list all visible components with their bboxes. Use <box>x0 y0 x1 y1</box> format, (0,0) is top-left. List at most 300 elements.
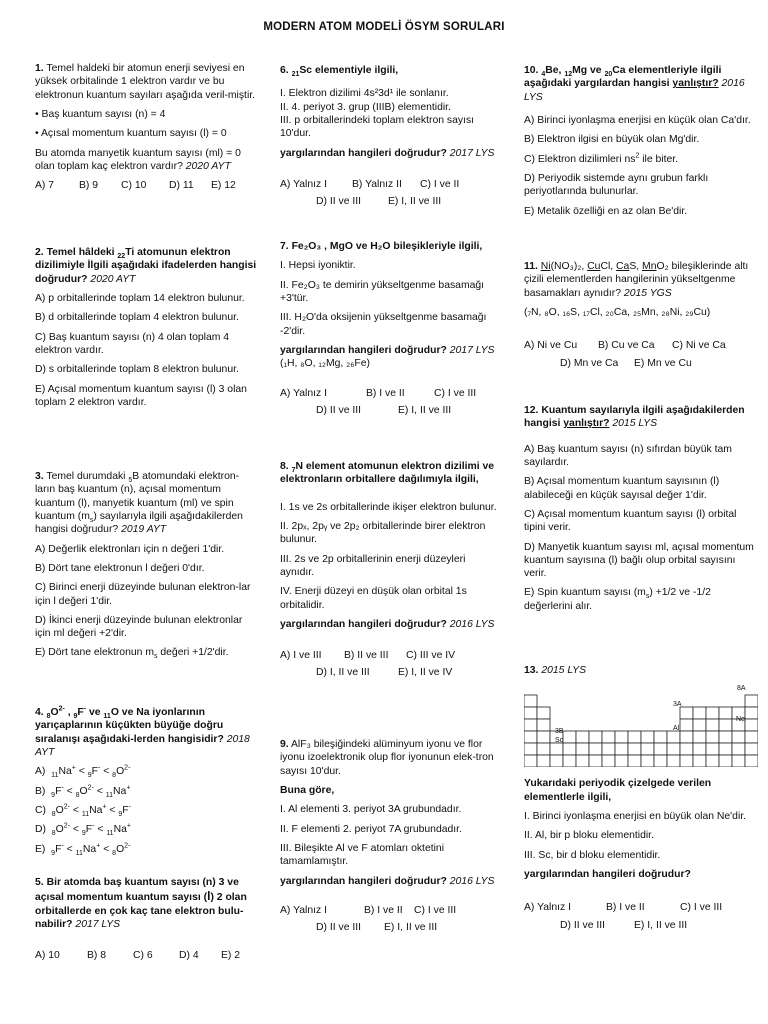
statement-1: I. Elektron dizilimi 4s²3d¹ ile sonlanır. <box>280 88 449 100</box>
option-b[interactable]: B) Elektron ilgisi en büyük olan Mg'dir. <box>524 134 700 146</box>
z: 8 <box>112 849 117 857</box>
question-1 <box>35 62 257 193</box>
periodic-table-cell <box>719 743 732 755</box>
source-tag: 2020 AYT <box>90 273 136 285</box>
option-c[interactable] <box>35 804 257 817</box>
text: Cl, <box>600 261 614 272</box>
option-a[interactable]: A) I ve III <box>280 650 322 662</box>
z: 9 <box>51 849 56 857</box>
question-number: 13. <box>524 665 539 676</box>
option-e[interactable]: E) Açısal momentum kuantum sayısı (l) 3 olan toplam 2 elektron vardır. <box>35 383 247 408</box>
question-stem-c: ) sayılarıyla ilgili aşağıdakilerden hangisi doğrudur? <box>35 510 243 536</box>
comma: , <box>67 707 71 718</box>
ion: Na <box>58 766 72 778</box>
periodic-table-cell <box>745 719 758 731</box>
charge: + <box>102 803 107 811</box>
charge: - <box>128 803 131 811</box>
ion: F <box>85 824 93 836</box>
periodic-table-cell <box>745 707 758 719</box>
periodic-table-cell <box>693 743 706 755</box>
ion: O <box>116 843 125 855</box>
option-d[interactable]: D) Manyetik kuantum sayısı ml, açısal momentum kuantum sayısına (l) bağlı olup orbital sayısını verir. <box>524 541 754 580</box>
option-e[interactable]: E) 12 <box>211 180 236 192</box>
periodic-table-cell <box>745 755 758 767</box>
z: 8 <box>51 830 56 838</box>
statement-2: II. F elementi 2. periyot 7A grubundadır. <box>280 823 462 835</box>
answer-options-row-2 <box>524 357 754 370</box>
option-a[interactable]: A) Yalnız I <box>280 904 327 916</box>
source-tag: 2017 LYS <box>75 918 121 930</box>
subscript: s <box>645 593 650 601</box>
underlined-mn: Mn <box>642 261 657 272</box>
periodic-table-cell <box>628 743 641 755</box>
answer-options <box>35 179 257 192</box>
option-e[interactable]: E) I, II ve III <box>384 922 438 934</box>
question-number: 12. <box>524 405 539 416</box>
option-a[interactable]: A) p orbitallerinde toplam 14 elektron bulunur. <box>35 292 245 304</box>
periodic-table-cell <box>563 731 576 743</box>
periodic-table-cell <box>589 743 602 755</box>
question-11 <box>524 260 754 370</box>
periodic-table-cell <box>563 755 576 767</box>
option-d[interactable]: D) II ve III <box>316 196 362 208</box>
option-a[interactable] <box>35 765 257 778</box>
answer-options-row-2 <box>524 919 754 932</box>
question-13 <box>524 664 754 932</box>
answer-options-row-2 <box>280 195 502 208</box>
source-tag: 2018 AYT <box>35 733 250 758</box>
periodic-table-cell <box>537 719 550 731</box>
periodic-table-cell <box>524 695 537 707</box>
option-c[interactable]: C) Açısal momentum kuantum sayısı (l) orbital tipini verir. <box>524 508 737 534</box>
periodic-table-cell <box>719 707 732 719</box>
group-3a-label: 3A <box>673 701 682 709</box>
answer-options-row-1 <box>280 387 502 400</box>
element-al: Al <box>673 725 680 733</box>
yanlis-word: yanlıştır? <box>672 78 719 90</box>
periodic-table-cell <box>732 743 745 755</box>
statement-2: II. 2pₓ, 2pᵧ ve 2p₂ orbitallerinde birer elektron bulunur. <box>280 520 486 546</box>
question-stem: AlF₃ bileşiğindeki alüminyum iyonu ve flor iyonu izoelektronik olup flor iyonunun elek-tron sayısı 10'dur. <box>280 739 494 777</box>
lt: < <box>78 766 85 778</box>
question-number: 10. <box>524 65 539 76</box>
ion: Na <box>113 785 127 797</box>
question-stem-b: B atomundaki elektron-ların baş kuantum (n), açısal momentum kuantum (l), manyetik kuantum (ml) ve spin kuantum (m <box>35 471 240 522</box>
option-b[interactable]: B) d orbitallerinde toplam 4 elektron bulunur. <box>35 312 239 324</box>
option-label: B) <box>35 785 46 797</box>
atomic-number: 7 <box>291 467 296 475</box>
periodic-table-cell <box>641 743 654 755</box>
statement-3: III. p orbitallerindeki toplam elektron sayısı 10'dur. <box>280 114 475 140</box>
z: 11 <box>105 791 114 799</box>
option-b[interactable]: B) II ve III <box>344 650 389 662</box>
periodic-table-cell <box>602 755 615 767</box>
periodic-table-cell <box>537 731 550 743</box>
periodic-table-cell <box>667 755 680 767</box>
ion: F <box>91 766 98 778</box>
statement-1: I. 1s ve 2s orbitallerinde ikişer elektron bulunur. <box>280 501 497 513</box>
source-tag: 2017 LYS <box>449 344 495 356</box>
periodic-table-cell <box>680 707 693 719</box>
answer-options-row-1 <box>280 178 502 191</box>
periodic-table-cell <box>628 731 641 743</box>
periodic-table-cell <box>732 731 745 743</box>
periodic-table-cell <box>615 743 628 755</box>
option-label: D) <box>35 824 46 836</box>
question-number: 3. <box>35 471 44 482</box>
option-d[interactable]: D) Mn ve Ca <box>560 357 619 369</box>
option-label: C) <box>35 804 46 816</box>
periodic-table-cell <box>680 755 693 767</box>
periodic-table-cell <box>693 731 706 743</box>
question-stem-b: ) 2 olan orbitallerde en çok kaç tane elektron bulu-nabilir? <box>35 892 247 930</box>
option-a[interactable]: A) Ni ve Cu <box>524 340 578 352</box>
periodic-table-cell <box>706 707 719 719</box>
option-c[interactable]: C) I ve II <box>420 178 460 190</box>
periodic-table-cell <box>537 743 550 755</box>
periodic-table-cell <box>693 707 706 719</box>
question-5 <box>35 876 257 963</box>
periodic-table-cell <box>706 719 719 731</box>
periodic-table-cell <box>680 743 693 755</box>
question-stem-a: Temel hâldeki <box>46 247 115 258</box>
charge: 2- <box>63 822 70 830</box>
atomic-numbers: (₇N, ₈O, ₁₆S, ₁₇Cl, ₂₀Ca, ₂₅Mn, ₂₈Ni, ₂₉Cu) <box>524 306 711 318</box>
question-head: N element atomunun elektron dizilimi ve elektronların orbitallere dağılımıyla ilgili, <box>280 461 495 486</box>
ion: O <box>116 766 125 778</box>
periodic-table-cell <box>706 731 719 743</box>
periodic-table-cell <box>745 695 758 707</box>
superscript: 2 <box>635 152 640 160</box>
option-a[interactable]: A) 7 <box>35 180 55 192</box>
periodic-table-cell <box>602 743 615 755</box>
periodic-table-cell <box>706 755 719 767</box>
periodic-table-cell <box>576 755 589 767</box>
answer-options-row-1 <box>280 649 502 662</box>
periodic-table-cell <box>550 743 563 755</box>
head-c: Ca elementleriyle ilgili aşağıdaki yargılardan hangisi <box>524 65 722 90</box>
question-8 <box>280 460 502 680</box>
question-stem-a: Temel durumdaki <box>46 471 126 482</box>
option-e[interactable] <box>35 843 257 856</box>
periodic-table-cell <box>576 743 589 755</box>
lt: < <box>66 843 73 855</box>
option-c[interactable]: C) I ve III <box>434 387 477 399</box>
charge: + <box>126 784 131 792</box>
option-c[interactable]: C) Ni ve Ca <box>672 340 726 352</box>
z-na: 11 <box>103 713 111 721</box>
periodic-table-cell <box>550 755 563 767</box>
option-d[interactable] <box>35 823 257 836</box>
option-b[interactable]: B) I ve II <box>366 387 405 399</box>
atomic-number: 21 <box>291 71 300 79</box>
periodic-table-cell <box>719 731 732 743</box>
question-number: 7. <box>280 241 289 252</box>
periodic-table-svg <box>524 683 758 767</box>
question-head: Kuantum sayılarıyla ilgili aşağıdakilerden hangisi <box>524 405 745 430</box>
option-c-text-b: ile biter. <box>639 153 679 165</box>
source-tag: 2017 LYS <box>449 147 495 159</box>
ion: Na <box>89 804 103 816</box>
option-a[interactable]: A) Yalnız I <box>280 387 327 399</box>
periodic-table-figure <box>524 683 758 767</box>
text: S, <box>629 261 640 272</box>
periodic-table-cell <box>641 755 654 767</box>
option-a[interactable]: A) Birinci iyonlaşma enerjisi en küçük olan Ca'dır. <box>524 114 751 126</box>
option-d[interactable]: D) İkinci enerji düzeyinde bulunan elektronlar için ml değeri +2'dir. <box>35 614 243 640</box>
option-label: E) <box>35 843 46 855</box>
charge: - <box>92 822 95 830</box>
option-b[interactable]: B) Dört tane elektronun l değeri 0'dır. <box>35 562 205 574</box>
element-sc: Sc <box>555 737 564 745</box>
periodic-table-cell <box>615 755 628 767</box>
statement-2: II. Al, bir p bloku elementidir. <box>524 830 654 842</box>
periodic-table-cell <box>654 743 667 755</box>
option-e[interactable]: E) 2 <box>221 950 241 962</box>
ion: O <box>55 804 64 816</box>
statement-2: II. 4. periyot 3. grup (IIIB) elementidir. <box>280 101 451 113</box>
atomic-numbers: (₁H, ₈O, ₁₂Mg, ₂₆Fe) <box>280 358 370 370</box>
source-tag: 2015 LYS <box>541 665 587 676</box>
question-10 <box>524 64 754 224</box>
answer-options <box>35 949 257 962</box>
text: (NO₃)₂, <box>550 261 585 272</box>
statement-1: I. Hepsi iyoniktir. <box>280 260 356 272</box>
option-c[interactable]: C) Birinci enerji düzeyinde bulunan elektron-lar için l değeri 1'dir. <box>35 582 251 607</box>
source-tag: 2019 AYT <box>121 524 167 536</box>
periodic-table-cell <box>706 743 719 755</box>
question-stem-a: Bir atomda baş kuantum sayısı (n) 3 ve açısal momentum kuantum sayısı ( <box>35 877 239 904</box>
lt: < <box>72 804 79 816</box>
option-e[interactable] <box>35 646 257 659</box>
option-d[interactable]: D) 4 <box>179 950 199 962</box>
periodic-table-cell <box>654 755 667 767</box>
periodic-table-cell <box>693 755 706 767</box>
question-3 <box>35 470 257 666</box>
lt: < <box>97 824 104 836</box>
source-tag: 2016 LYS <box>524 78 745 103</box>
source-tag: 2016 LYS <box>449 618 495 630</box>
option-b[interactable]: B) 9 <box>79 180 99 192</box>
periodic-table-cell <box>654 731 667 743</box>
periodic-table-cell <box>641 731 654 743</box>
answer-options-row-2 <box>280 921 502 934</box>
source-tag: 2015 LYS <box>612 418 658 430</box>
periodic-table-cell <box>524 707 537 719</box>
question-ask: yargılarından hangileri doğrudur? <box>280 344 447 356</box>
statement-1: I. Birinci iyonlaşma enerjisi en büyük olan Ne'dir. <box>524 810 747 822</box>
option-a[interactable]: A) Baş kuantum sayısı (n) sıfırdan büyük tam sayılardır. <box>524 443 732 468</box>
yanlis-word: yanlıştır? <box>563 418 610 430</box>
ion: F <box>55 785 62 797</box>
option-b[interactable]: B) Yalnız II <box>352 178 402 190</box>
question-ask: yargılarından hangileri doğrudur? <box>280 875 447 887</box>
option-e[interactable]: E) I, II ve III <box>388 196 442 208</box>
question-head: Fe₂O₃ , MgO ve H₂O bileşikleriyle ilgili, <box>291 241 483 252</box>
lt: < <box>109 804 116 816</box>
source-tag: 2020 AYT <box>185 160 231 172</box>
z-mg: 12 <box>564 71 573 79</box>
z: 11 <box>51 772 59 780</box>
option-c[interactable]: C) Baş kuantum sayısı (n) 4 olan toplam 4 elektron vardır. <box>35 331 230 356</box>
option-e-text-a: E) Spin kuantum sayısı (m <box>524 587 646 599</box>
z: 9 <box>118 810 123 818</box>
question-ask: yargılarından hangileri doğrudur? <box>524 868 691 880</box>
element-ne: Ne <box>736 716 745 724</box>
l-symbol: l <box>207 889 211 904</box>
question-ask: yargılarından hangileri doğrudur? <box>280 147 447 159</box>
statement-1: I. Al elementi 3. periyot 3A grubundadır. <box>280 804 462 816</box>
lt: < <box>96 785 103 797</box>
periodic-table-cell <box>524 743 537 755</box>
question-number: 11. <box>524 261 538 272</box>
option-c[interactable]: C) I ve III <box>680 902 723 914</box>
option-c[interactable]: C) III ve IV <box>406 650 456 662</box>
subscript: s <box>153 653 158 661</box>
question-stem: Temel haldeki bir atomun enerji seviyesi en yüksek orbitalinde 1 elektron vardır ve bu elektronun kuantum sayıları aşağıda veril-miştir. <box>35 63 256 101</box>
option-d[interactable]: D) II ve III <box>316 404 362 416</box>
z: 11 <box>106 830 114 838</box>
conjunction: ve <box>88 707 101 718</box>
question-number: 5. <box>35 877 44 888</box>
z: 8 <box>51 810 56 818</box>
z: 8 <box>75 791 80 799</box>
ion-o: O <box>50 707 59 718</box>
question-12 <box>524 404 754 619</box>
option-e-text-b: ) +1/2 ve -1/2 değerlerini alır. <box>524 587 711 612</box>
periodic-table-cell <box>680 719 693 731</box>
periodic-table-cell <box>524 731 537 743</box>
charge: 2- <box>63 803 70 811</box>
ion: Na <box>113 824 127 836</box>
statement-4: IV. Enerji düzeyi en düşük olan orbital 1s orbitalidir. <box>280 586 467 611</box>
option-e[interactable]: E) I, II ve III <box>634 919 688 931</box>
option-c[interactable]: C) 6 <box>133 950 153 962</box>
answer-options-row-2 <box>280 666 502 679</box>
z: 11 <box>81 810 90 818</box>
charge: - <box>61 842 64 850</box>
periodic-table-cell <box>537 707 550 719</box>
option-a[interactable]: A) 10 <box>35 950 60 962</box>
option-b[interactable]: B) Açısal momentum kuantum sayısının (l) alabileceği en küçük sayısal değer 1'dir. <box>524 476 720 501</box>
page-title: MODERN ATOM MODELİ ÖSYM SORULARI <box>263 21 505 33</box>
question-9 <box>280 738 502 934</box>
bullet-2: • Açısal momentum kuantum sayısı (l) = 0 <box>35 128 227 140</box>
option-e[interactable]: E) Mn ve Cu <box>634 357 692 369</box>
question-4 <box>35 706 257 862</box>
periodic-table-cell <box>537 755 550 767</box>
statement-3: III. H₂O'da oksijenin yükseltgenme basamağı -2'dir. <box>280 312 487 337</box>
answer-options-row-1 <box>524 901 754 914</box>
z: 9 <box>51 791 56 799</box>
charge-o: 2- <box>58 705 65 713</box>
lt: < <box>103 843 110 855</box>
question-ask: Bu atomda manyetik kuantum sayısı (ml) = 0 olan toplam kaç elektron vardır? <box>35 147 241 172</box>
lt: < <box>66 785 73 797</box>
subscript: s <box>89 517 94 525</box>
question-number: 6. <box>280 65 289 76</box>
source-tag: 2015 YGS <box>623 287 672 299</box>
option-d[interactable]: D) I, II ve III <box>316 667 370 679</box>
option-c[interactable]: C) 10 <box>121 180 147 192</box>
question-stem: O₂ bileşiklerinde altı çizili elementlerden hangilerinin yükseltgenme basamakları aynıdır? <box>524 261 749 299</box>
option-a[interactable]: A) Değerlik elektronları için n değeri 1'dir. <box>35 543 225 555</box>
periodic-table-cell <box>693 719 706 731</box>
periodic-table-cell <box>524 719 537 731</box>
periodic-table-cell <box>667 743 680 755</box>
option-b[interactable] <box>35 785 257 798</box>
option-b[interactable]: B) I ve II <box>364 904 403 916</box>
option-c[interactable] <box>524 153 754 166</box>
atomic-number: 22 <box>117 253 126 261</box>
option-label: A) <box>35 766 46 778</box>
underlined-cu: Cu <box>587 261 601 272</box>
periodic-table-cell <box>745 731 758 743</box>
option-e-text-a: E) Dört tane elektronun m <box>35 647 154 659</box>
answer-options-row-2 <box>280 404 502 417</box>
z-be: 4 <box>541 71 546 79</box>
option-e[interactable]: E) I, II ve III <box>398 404 452 416</box>
option-e[interactable] <box>524 586 754 613</box>
z-ca: 20 <box>604 71 613 79</box>
lt: < <box>103 766 110 778</box>
periodic-table-cell <box>745 743 758 755</box>
z: 9 <box>87 772 92 780</box>
option-b[interactable]: B) 8 <box>87 950 107 962</box>
question-head: Yukarıdaki periyodik çizelgede verilen elementlerle ilgili, <box>524 778 712 803</box>
lt: < <box>72 824 79 836</box>
option-d[interactable]: D) Periyodik sistemde aynı grubun farklı periyotlarında bulunurlar. <box>524 172 709 198</box>
buna-gore: Buna göre, <box>280 784 335 796</box>
charge: + <box>96 842 101 850</box>
periodic-table-cell <box>628 755 641 767</box>
head-a: Be, <box>545 65 562 76</box>
option-b[interactable]: B) Cu ve Ca <box>598 340 655 352</box>
option-d[interactable]: D) s orbitallerinde toplam 8 elektron bulunur. <box>35 364 239 376</box>
statement-3: III. Bileşikte Al ve F atomları oktetini tamamlamıştır. <box>280 842 445 868</box>
statement-2: II. Fe₂O₃ te demirin yükseltgenme basamağı +3'tür. <box>280 279 485 304</box>
source-tag: 2016 LYS <box>449 875 495 887</box>
z: 9 <box>81 830 86 838</box>
ion-f: F <box>77 707 84 718</box>
z: 11 <box>75 849 83 857</box>
charge: - <box>97 764 101 772</box>
group-3b-label: 3B <box>555 728 564 736</box>
option-d[interactable]: D) II ve III <box>560 919 606 931</box>
charge: - <box>61 784 64 792</box>
option-c-text-a: C) Elektron dizilimleri ns <box>524 153 636 165</box>
option-d[interactable]: D) 11 <box>169 180 194 192</box>
option-a[interactable]: A) Yalnız I <box>280 178 327 190</box>
option-a[interactable]: A) Yalnız I <box>524 902 571 914</box>
option-b[interactable]: B) I ve II <box>606 902 645 914</box>
head-b: Mg ve <box>572 65 602 76</box>
question-stem-b: Ti atomunun elektron dizilimiyle İlgili aşağıdaki ifadelerden hangisi doğrudur? <box>35 247 257 285</box>
periodic-table-cell <box>680 731 693 743</box>
option-d[interactable]: D) II ve III <box>316 922 362 934</box>
ion: F <box>55 843 62 855</box>
option-e-text-b: değeri +1/2'dir. <box>157 647 229 659</box>
option-e[interactable]: E) Metalik özelliği en az olan Be'dir. <box>524 205 688 217</box>
question-number: 1. <box>35 63 44 74</box>
option-e[interactable]: E) I, II ve IV <box>398 667 453 679</box>
question-number: 8. <box>280 461 289 472</box>
group-8a-label: 8A <box>737 685 746 693</box>
charge-f: - <box>83 705 87 713</box>
periodic-table-cell <box>719 755 732 767</box>
periodic-table-cell <box>563 743 576 755</box>
option-c[interactable]: C) I ve III <box>414 904 457 916</box>
